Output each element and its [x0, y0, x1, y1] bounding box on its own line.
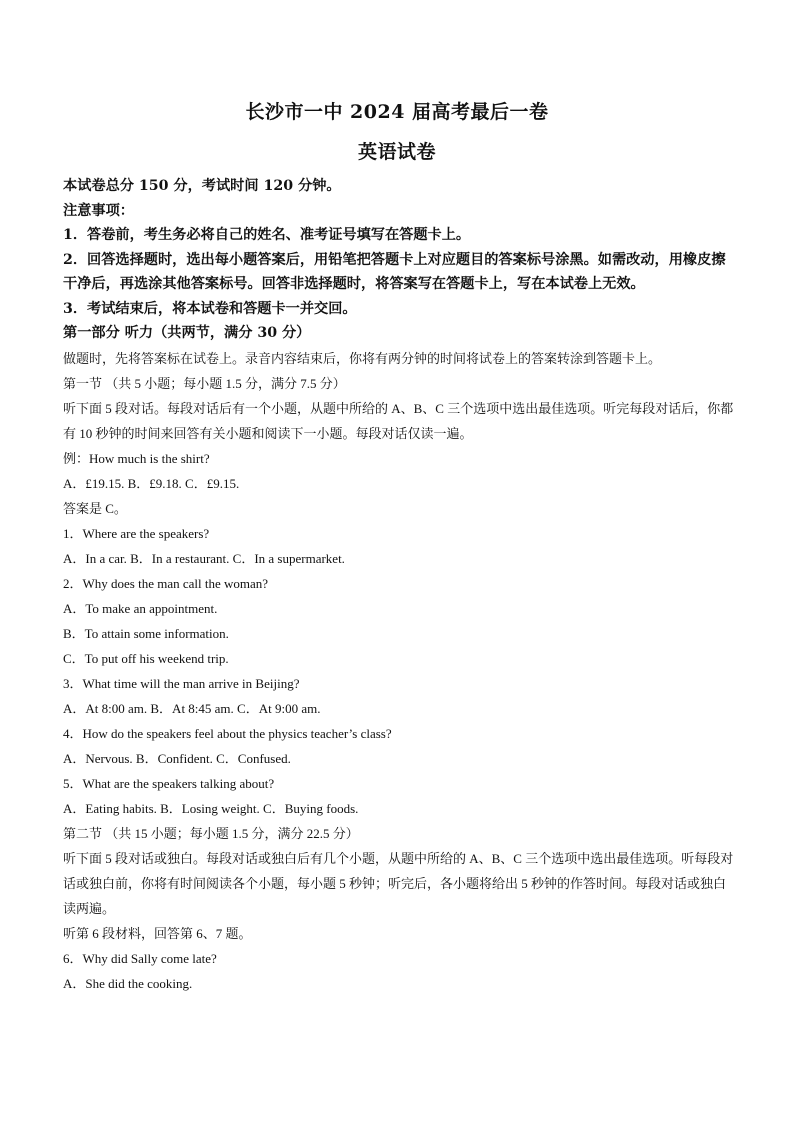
question-1-options: A．In a car. B．In a restaurant. C．In a supermarket.	[63, 550, 345, 566]
question-2-option-b: B．To attain some information.	[63, 625, 229, 641]
question-2: 2．Why does the man call the woman?	[63, 575, 269, 591]
question-3-options: A．At 8:00 am. B．At 8:45 am. C．At 9:00 am.	[63, 700, 321, 716]
question-4-options: A．Nervous. B．Confident. C．Confused.	[63, 750, 291, 766]
question-5: 5．What are the speakers talking about?	[63, 775, 275, 791]
part1-heading: 第一部分 听力（共两节，满分 30 分）	[63, 325, 311, 341]
material-6-instruction: 听第 6 段材料，回答第 6、7 题。	[63, 925, 252, 941]
question-4: 4．How do the speakers feel about the physics teacher’s class?	[63, 725, 392, 741]
notice-item-2: 2．回答选择题时，选出每小题答案后，用铅笔把答题卡上对应题目的答案标号涂黑。如需改动，用橡皮擦干净后，再选涂其他答案标号。回答非选择题时，将答案写在答题卡上，写在本试卷上无效。	[63, 251, 726, 292]
section2-heading: 第二节 （共 15 小题；每小题 1.5 分，满分 22.5 分）	[63, 825, 359, 841]
question-6: 6．Why did Sally come late?	[63, 950, 217, 966]
exam-content	[63, 174, 735, 996]
question-6-option-a: A．She did the cooking.	[63, 975, 193, 991]
example-question: 例：How much is the shirt?	[63, 450, 210, 466]
notice-item-3: 3．考试结束后，将本试卷和答题卡一并交回。	[63, 300, 357, 317]
exam-intro: 本试卷总分 150 分，考试时间 120 分钟。	[63, 178, 341, 194]
notice-item-1: 1．答卷前，考生务必将自己的姓名、准考证号填写在答题卡上。	[63, 227, 471, 243]
page-title: 长沙市一中 2024 届高考最后一卷	[245, 101, 549, 123]
section2-direction: 听下面 5 段对话或独白。每段对话或独白后有几个小题，从题中所给的 A、B、C 三个选项中选出最佳选项。听每段对话或独白前，你将有时间阅读各个小题，每小题 5 秒钟；听完后，各小题将给出 5 秒钟的作答时间。每段对话或独白读两遍。	[63, 850, 734, 916]
example-options: A．£19.15. B．£9.18. C．£9.15.	[63, 475, 240, 491]
section1-heading: 第一节 （共 5 小题；每小题 1.5 分，满分 7.5 分）	[63, 375, 346, 391]
question-2-option-c: C．To put off his weekend trip.	[63, 650, 229, 666]
question-5-options: A．Eating habits. B．Losing weight. C．Buying foods.	[63, 800, 359, 816]
page-subtitle: 英语试卷	[357, 141, 436, 163]
part1-direction: 做题时，先将答案标在试卷上。录音内容结束后，你将有两分钟的时间将试卷上的答案转涂到答题卡上。	[63, 350, 662, 366]
example-answer: 答案是 C。	[63, 500, 127, 516]
notice-heading: 注意事项：	[63, 202, 134, 219]
question-3: 3．What time will the man arrive in Beijing?	[63, 675, 300, 691]
question-2-option-a: A．To make an appointment.	[63, 600, 218, 616]
section1-direction: 听下面 5 段对话。每段对话后有一个小题，从题中所给的 A、B、C 三个选项中选出最佳选项。听完每段对话后，你都有 10 秒钟的时间来回答有关小题和阅读下一小题。每段对话仅读一遍。	[63, 400, 734, 441]
question-1: 1．Where are the speakers?	[63, 525, 210, 541]
